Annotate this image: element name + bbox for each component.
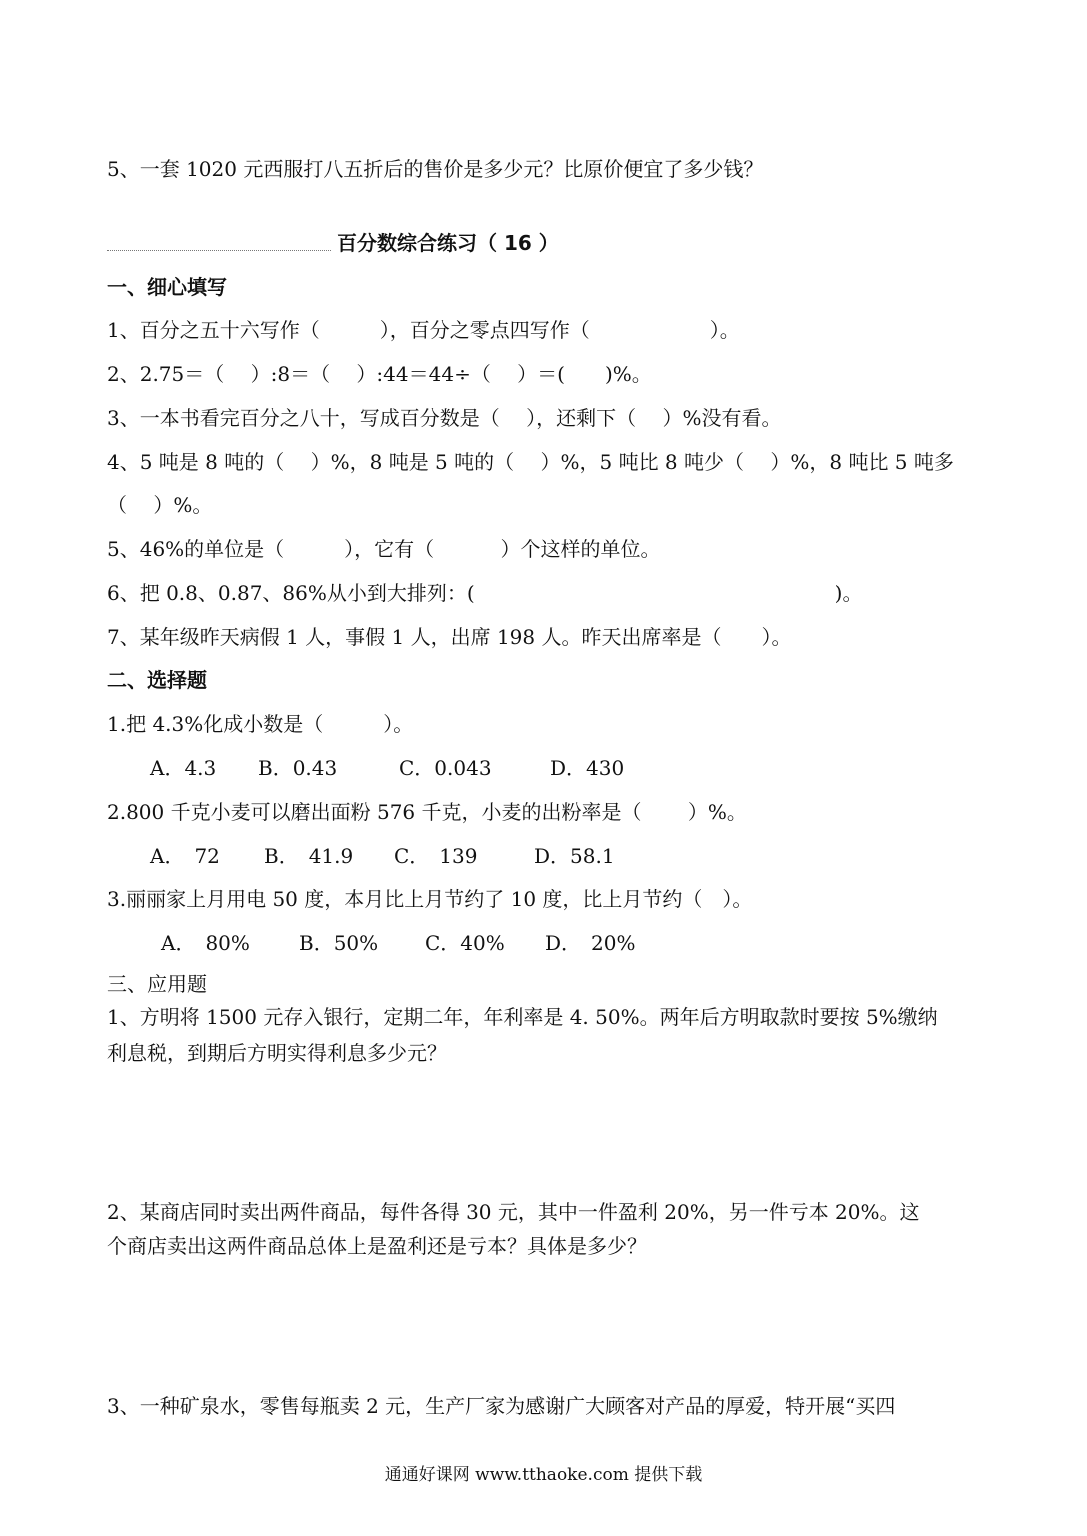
fill-item-7: 7、某年级昨天病假 1 人，事假 1 人，出席 198 人。昨天出席率是（ ）。 bbox=[107, 625, 792, 649]
word-problem-2-line2: 个商店卖出这两件商品总体上是盈利还是亏本？具体是多少？ bbox=[107, 1234, 647, 1258]
choice-q3-option-b: B．50% bbox=[299, 931, 379, 955]
word-problem-2-line1: 2、某商店同时卖出两件商品，每件各得 30 元，其中一件盈利 20%，另一件亏本 20%。这 bbox=[107, 1200, 920, 1224]
choice-q1-option-a: A．4.3 bbox=[150, 756, 217, 780]
choice-q2-option-d: D．58.1 bbox=[534, 844, 615, 868]
title-leader-dots bbox=[107, 230, 331, 251]
section3-heading: 三、应用题 bbox=[107, 972, 207, 996]
choice-q3-option-d: D． 20% bbox=[545, 931, 636, 955]
fill-item-3: 3、一本书看完百分之八十，写成百分数是（ ），还剩下（ ）%没有看。 bbox=[107, 406, 782, 430]
choice-q3-option-c: C．40% bbox=[425, 931, 505, 955]
word-problem-1-line2: 利息税，到期后方明实得利息多少元？ bbox=[107, 1041, 447, 1065]
section2-heading: 二、选择题 bbox=[107, 668, 207, 692]
choice-q2-option-c: C． 139 bbox=[394, 844, 478, 868]
previous-question-5: 5、一套 1020 元西服打八五折后的售价是多少元？比原价便宜了多少钱？ bbox=[107, 157, 764, 181]
fill-item-2: 2、2.75＝（ ）:8＝（ ）:44＝44÷（ ）＝( )%。 bbox=[107, 362, 652, 386]
fill-item-5: 5、46%的单位是（ ），它有（ ）个这样的单位。 bbox=[107, 537, 661, 561]
fill-item-6: 6、把 0.8、0.87、86%从小到大排列：( )。 bbox=[107, 581, 863, 605]
word-problem-1-line1: 1、方明将 1500 元存入银行，定期二年，年利率是 4. 50%。两年后方明取款时要按 5%缴纳 bbox=[107, 1005, 938, 1029]
page-footer: 通通好课网 www.tthaoke.com 提供下载 bbox=[384, 1465, 703, 1485]
fill-item-4-cont: （ ）%。 bbox=[107, 493, 213, 517]
fill-item-4: 4、5 吨是 8 吨的（ ）%，8 吨是 5 吨的（ ）%，5 吨比 8 吨少（ ）%，8 吨比 5 吨多 bbox=[107, 450, 954, 474]
section1-heading: 一、细心填写 bbox=[107, 275, 227, 299]
choice-q2-option-a: A． 72 bbox=[150, 844, 220, 868]
choice-q2-option-b: B． 41.9 bbox=[264, 844, 354, 868]
choice-q1-option-b: B．0.43 bbox=[258, 756, 338, 780]
choice-q1-option-d: D．430 bbox=[550, 756, 625, 780]
word-problem-3-line1: 3、一种矿泉水，零售每瓶卖 2 元，生产厂家为感谢广大顾客对产品的厚爱，特开展“买四 bbox=[107, 1394, 896, 1418]
choice-q3-option-a: A． 80% bbox=[161, 931, 250, 955]
choice-question-1: 1.把 4.3%化成小数是（ ）。 bbox=[107, 712, 414, 736]
choice-question-3: 3.丽丽家上月用电 50 度，本月比上月节约了 10 度，比上月节约（ ）。 bbox=[107, 887, 753, 911]
page-title: 百分数综合练习（ 16 ） bbox=[337, 231, 559, 255]
fill-item-1: 1、百分之五十六写作（ ），百分之零点四写作（ ）。 bbox=[107, 318, 740, 342]
choice-q1-option-c: C．0.043 bbox=[399, 756, 492, 780]
choice-question-2: 2.800 千克小麦可以磨出面粉 576 千克，小麦的出粉率是（ ）%。 bbox=[107, 800, 747, 824]
